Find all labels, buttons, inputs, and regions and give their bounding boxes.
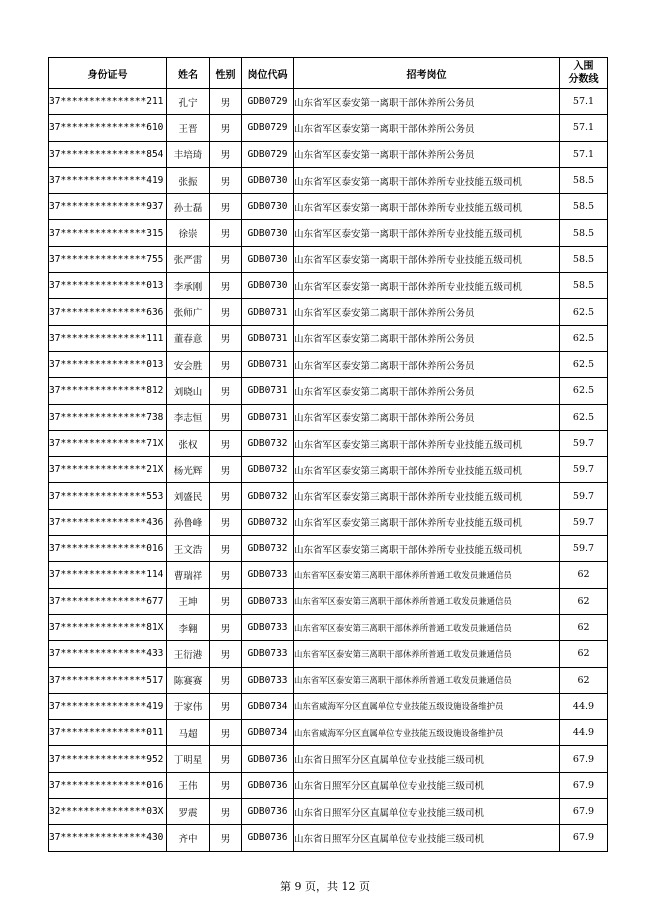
- id-cell: 37***************419: [49, 693, 167, 719]
- post-code-cell: GDB0730: [242, 273, 294, 299]
- header-score-line1: 入围: [573, 61, 594, 72]
- post-code-cell: GDB0732: [242, 430, 294, 456]
- name-cell: 董春意: [167, 325, 210, 351]
- post-cell: 山东省军区泰安第一离职干部休养所公务员: [294, 141, 560, 167]
- score-cell: 59.7: [560, 457, 608, 483]
- score-cell: 57.1: [560, 89, 608, 115]
- score-cell: 62.5: [560, 404, 608, 430]
- id-cell: 37***************812: [49, 378, 167, 404]
- id-cell: 32***************03X: [49, 799, 167, 825]
- name-cell: 张振: [167, 167, 210, 193]
- gender-cell: 男: [210, 89, 242, 115]
- score-cell: 57.1: [560, 115, 608, 141]
- gender-cell: 男: [210, 799, 242, 825]
- name-cell: 刘盛民: [167, 483, 210, 509]
- gender-cell: 男: [210, 720, 242, 746]
- table-row: [49, 430, 608, 456]
- name-cell: 王衍港: [167, 641, 210, 667]
- score-cell: 62.5: [560, 299, 608, 325]
- gender-cell: 男: [210, 220, 242, 246]
- post-code-cell: GDB0729: [242, 89, 294, 115]
- id-cell: 37***************016: [49, 536, 167, 562]
- gender-cell: 男: [210, 825, 242, 851]
- score-cell: 57.1: [560, 141, 608, 167]
- post-cell: 山东省军区泰安第三离职干部休养所普通工收发员兼通信员: [294, 562, 560, 588]
- id-cell: 37***************011: [49, 720, 167, 746]
- post-code-cell: GDB0734: [242, 693, 294, 719]
- score-cell: 59.7: [560, 430, 608, 456]
- gender-cell: 男: [210, 378, 242, 404]
- post-code-cell: GDB0736: [242, 772, 294, 798]
- header-code: 岗位代码: [242, 58, 294, 89]
- id-cell: 37***************952: [49, 746, 167, 772]
- post-cell: 山东省军区泰安第三离职干部休养所普通工收发员兼通信员: [294, 614, 560, 640]
- id-cell: 37***************553: [49, 483, 167, 509]
- gender-cell: 男: [210, 457, 242, 483]
- name-cell: 丁明星: [167, 746, 210, 772]
- name-cell: 刘晓山: [167, 378, 210, 404]
- id-cell: 37***************81X: [49, 614, 167, 640]
- table-row: [49, 667, 608, 693]
- id-cell: 37***************211: [49, 89, 167, 115]
- score-cell: 67.9: [560, 799, 608, 825]
- table-header-row: [49, 58, 608, 89]
- table-row: [49, 273, 608, 299]
- table-row: [49, 141, 608, 167]
- post-code-cell: GDB0730: [242, 167, 294, 193]
- post-cell: 山东省日照军分区直属单位专业技能三级司机: [294, 799, 560, 825]
- post-cell: 山东省军区泰安第一离职干部休养所专业技能五级司机: [294, 273, 560, 299]
- name-cell: 孙士磊: [167, 194, 210, 220]
- post-cell: 山东省日照军分区直属单位专业技能三级司机: [294, 746, 560, 772]
- score-cell: 44.9: [560, 720, 608, 746]
- gender-cell: 男: [210, 115, 242, 141]
- post-code-cell: GDB0734: [242, 720, 294, 746]
- name-cell: 曹瑞祥: [167, 562, 210, 588]
- name-cell: 马超: [167, 720, 210, 746]
- id-cell: 37***************114: [49, 562, 167, 588]
- name-cell: 罗震: [167, 799, 210, 825]
- table-row: [49, 799, 608, 825]
- score-cell: 62: [560, 641, 608, 667]
- score-cell: 67.9: [560, 772, 608, 798]
- post-cell: 山东省军区泰安第二离职干部休养所公务员: [294, 299, 560, 325]
- table-row: [49, 325, 608, 351]
- table-row: [49, 351, 608, 377]
- name-cell: 王坤: [167, 588, 210, 614]
- score-cell: 62.5: [560, 351, 608, 377]
- id-cell: 37***************636: [49, 299, 167, 325]
- table-row: [49, 115, 608, 141]
- table-row: [49, 483, 608, 509]
- gender-cell: 男: [210, 167, 242, 193]
- score-cell: 67.9: [560, 825, 608, 851]
- id-cell: 37***************517: [49, 667, 167, 693]
- post-cell: 山东省军区泰安第三离职干部休养所普通工收发员兼通信员: [294, 667, 560, 693]
- post-cell: 山东省日照军分区直属单位专业技能三级司机: [294, 825, 560, 851]
- id-cell: 37***************430: [49, 825, 167, 851]
- name-cell: 王晋: [167, 115, 210, 141]
- post-code-cell: GDB0731: [242, 299, 294, 325]
- table-row: [49, 720, 608, 746]
- gender-cell: 男: [210, 351, 242, 377]
- post-cell: 山东省军区泰安第二离职干部休养所公务员: [294, 351, 560, 377]
- gender-cell: 男: [210, 667, 242, 693]
- table-row: [49, 509, 608, 535]
- post-cell: 山东省威海军分区直属单位专业技能五级设施设备维护员: [294, 720, 560, 746]
- name-cell: 孔宁: [167, 89, 210, 115]
- score-cell: 58.5: [560, 220, 608, 246]
- post-code-cell: GDB0730: [242, 220, 294, 246]
- post-code-cell: GDB0733: [242, 562, 294, 588]
- gender-cell: 男: [210, 536, 242, 562]
- id-cell: 37***************854: [49, 141, 167, 167]
- post-cell: 山东省军区泰安第二离职干部休养所公务员: [294, 325, 560, 351]
- gender-cell: 男: [210, 693, 242, 719]
- post-code-cell: GDB0731: [242, 404, 294, 430]
- id-cell: 37***************738: [49, 404, 167, 430]
- post-code-cell: GDB0731: [242, 351, 294, 377]
- results-table: [48, 57, 608, 852]
- table-row: [49, 772, 608, 798]
- name-cell: 丰培琦: [167, 141, 210, 167]
- name-cell: 张严雷: [167, 246, 210, 272]
- name-cell: 安会胜: [167, 351, 210, 377]
- post-code-cell: GDB0732: [242, 483, 294, 509]
- id-cell: 37***************016: [49, 772, 167, 798]
- id-cell: 37***************419: [49, 167, 167, 193]
- table-row: [49, 614, 608, 640]
- score-cell: 58.5: [560, 194, 608, 220]
- table-row: [49, 825, 608, 851]
- score-cell: 59.7: [560, 509, 608, 535]
- table-body: [49, 89, 608, 852]
- post-code-cell: GDB0730: [242, 194, 294, 220]
- score-cell: 59.7: [560, 483, 608, 509]
- name-cell: 李志恒: [167, 404, 210, 430]
- table-row: [49, 194, 608, 220]
- id-cell: 37***************677: [49, 588, 167, 614]
- name-cell: 王伟: [167, 772, 210, 798]
- gender-cell: 男: [210, 483, 242, 509]
- gender-cell: 男: [210, 299, 242, 325]
- header-score: [560, 58, 608, 89]
- post-code-cell: GDB0732: [242, 457, 294, 483]
- id-cell: 37***************755: [49, 246, 167, 272]
- post-code-cell: GDB0733: [242, 588, 294, 614]
- name-cell: 王文浩: [167, 536, 210, 562]
- table-row: [49, 562, 608, 588]
- post-code-cell: GDB0729: [242, 115, 294, 141]
- score-cell: 58.5: [560, 273, 608, 299]
- name-cell: 杨光辉: [167, 457, 210, 483]
- post-cell: 山东省威海军分区直属单位专业技能五级设施设备维护员: [294, 693, 560, 719]
- header-score-line2: 分数线: [568, 74, 599, 85]
- name-cell: 齐中: [167, 825, 210, 851]
- gender-cell: 男: [210, 509, 242, 535]
- score-cell: 62: [560, 588, 608, 614]
- table-row: [49, 536, 608, 562]
- gender-cell: 男: [210, 588, 242, 614]
- id-cell: 37***************436: [49, 509, 167, 535]
- score-cell: 62: [560, 667, 608, 693]
- post-cell: 山东省军区泰安第一离职干部休养所专业技能五级司机: [294, 220, 560, 246]
- post-code-cell: GDB0736: [242, 746, 294, 772]
- gender-cell: 男: [210, 772, 242, 798]
- gender-cell: 男: [210, 562, 242, 588]
- post-cell: 山东省军区泰安第一离职干部休养所专业技能五级司机: [294, 194, 560, 220]
- id-cell: 37***************013: [49, 273, 167, 299]
- post-code-cell: GDB0736: [242, 825, 294, 851]
- name-cell: 李承刚: [167, 273, 210, 299]
- id-cell: 37***************21X: [49, 457, 167, 483]
- score-cell: 59.7: [560, 536, 608, 562]
- post-code-cell: GDB0733: [242, 641, 294, 667]
- table-row: [49, 457, 608, 483]
- score-cell: 62: [560, 614, 608, 640]
- table-row: [49, 746, 608, 772]
- post-cell: 山东省军区泰安第三离职干部休养所专业技能五级司机: [294, 483, 560, 509]
- score-cell: 44.9: [560, 693, 608, 719]
- post-cell: 山东省军区泰安第三离职干部休养所专业技能五级司机: [294, 430, 560, 456]
- gender-cell: 男: [210, 746, 242, 772]
- post-cell: 山东省军区泰安第三离职干部休养所专业技能五级司机: [294, 509, 560, 535]
- table-row: [49, 89, 608, 115]
- post-cell: 山东省军区泰安第一离职干部休养所公务员: [294, 89, 560, 115]
- table-row: [49, 641, 608, 667]
- name-cell: 张师广: [167, 299, 210, 325]
- header-gender: 性别: [210, 58, 242, 89]
- gender-cell: 男: [210, 141, 242, 167]
- gender-cell: 男: [210, 430, 242, 456]
- post-code-cell: GDB0731: [242, 378, 294, 404]
- post-code-cell: GDB0729: [242, 141, 294, 167]
- table-row: [49, 220, 608, 246]
- gender-cell: 男: [210, 641, 242, 667]
- table-row: [49, 299, 608, 325]
- post-cell: 山东省军区泰安第一离职干部休养所公务员: [294, 115, 560, 141]
- id-cell: 37***************610: [49, 115, 167, 141]
- score-cell: 67.9: [560, 746, 608, 772]
- score-cell: 62.5: [560, 378, 608, 404]
- post-code-cell: GDB0730: [242, 246, 294, 272]
- gender-cell: 男: [210, 246, 242, 272]
- gender-cell: 男: [210, 194, 242, 220]
- table-row: [49, 693, 608, 719]
- id-cell: 37***************315: [49, 220, 167, 246]
- post-cell: 山东省日照军分区直属单位专业技能三级司机: [294, 772, 560, 798]
- post-cell: 山东省军区泰安第一离职干部休养所专业技能五级司机: [294, 167, 560, 193]
- post-cell: 山东省军区泰安第二离职干部休养所公务员: [294, 404, 560, 430]
- table-row: [49, 378, 608, 404]
- post-code-cell: GDB0733: [242, 614, 294, 640]
- name-cell: 徐崇: [167, 220, 210, 246]
- gender-cell: 男: [210, 273, 242, 299]
- post-cell: 山东省军区泰安第三离职干部休养所普通工收发员兼通信员: [294, 588, 560, 614]
- header-post: 招考岗位: [294, 58, 560, 89]
- table-row: [49, 404, 608, 430]
- header-name: 姓名: [167, 58, 210, 89]
- table-row: [49, 588, 608, 614]
- post-cell: 山东省军区泰安第三离职干部休养所普通工收发员兼通信员: [294, 641, 560, 667]
- post-code-cell: GDB0736: [242, 799, 294, 825]
- page-footer: 第 9 页，共 12 页: [280, 880, 370, 893]
- post-code-cell: GDB0731: [242, 325, 294, 351]
- name-cell: 孙鲁峰: [167, 509, 210, 535]
- post-cell: 山东省军区泰安第三离职干部休养所专业技能五级司机: [294, 536, 560, 562]
- gender-cell: 男: [210, 614, 242, 640]
- id-cell: 37***************71X: [49, 430, 167, 456]
- gender-cell: 男: [210, 325, 242, 351]
- post-cell: 山东省军区泰安第三离职干部休养所专业技能五级司机: [294, 457, 560, 483]
- post-cell: 山东省军区泰安第一离职干部休养所专业技能五级司机: [294, 246, 560, 272]
- header-id: 身份证号: [49, 58, 167, 89]
- table-row: [49, 167, 608, 193]
- table-row: [49, 246, 608, 272]
- score-cell: 58.5: [560, 246, 608, 272]
- score-cell: 58.5: [560, 167, 608, 193]
- score-cell: 62: [560, 562, 608, 588]
- post-cell: 山东省军区泰安第二离职干部休养所公务员: [294, 378, 560, 404]
- post-code-cell: GDB0732: [242, 536, 294, 562]
- post-code-cell: GDB0732: [242, 509, 294, 535]
- name-cell: 陈赛赛: [167, 667, 210, 693]
- score-cell: 62.5: [560, 325, 608, 351]
- id-cell: 37***************937: [49, 194, 167, 220]
- name-cell: 李翱: [167, 614, 210, 640]
- name-cell: 于家伟: [167, 693, 210, 719]
- gender-cell: 男: [210, 404, 242, 430]
- post-code-cell: GDB0733: [242, 667, 294, 693]
- id-cell: 37***************433: [49, 641, 167, 667]
- id-cell: 37***************111: [49, 325, 167, 351]
- name-cell: 张权: [167, 430, 210, 456]
- id-cell: 37***************013: [49, 351, 167, 377]
